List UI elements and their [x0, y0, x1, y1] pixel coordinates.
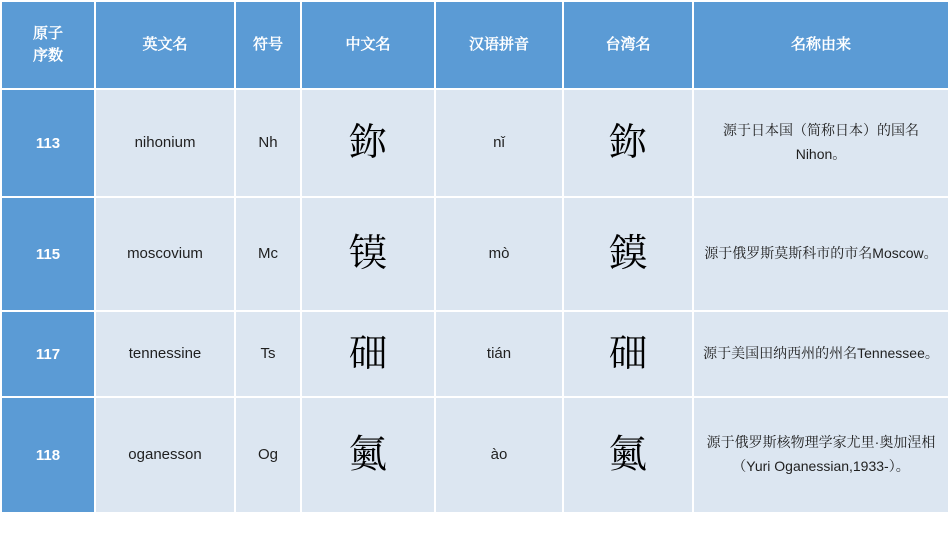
table-body	[1, 89, 948, 513]
column-header-taiwan-name: 台湾名	[563, 1, 693, 89]
cell-symbol: Nh	[235, 89, 301, 197]
cell-english-name: nihonium	[95, 89, 235, 197]
table-row	[1, 197, 948, 311]
cell-symbol: Mc	[235, 197, 301, 311]
column-header-pinyin: 汉语拼音	[435, 1, 563, 89]
cell-taiwan-name: 鏌	[563, 197, 693, 311]
cell-atomic-number: 113	[1, 89, 95, 197]
table-row	[1, 89, 948, 197]
column-header-atomic-number-line1: 原子	[32, 24, 63, 42]
column-header-symbol: 符号	[235, 1, 301, 89]
cell-pinyin: ào	[435, 397, 563, 513]
cell-symbol: Ts	[235, 311, 301, 397]
cell-atomic-number: 117	[1, 311, 95, 397]
table-row	[1, 311, 948, 397]
cell-atomic-number: 115	[1, 197, 95, 311]
cell-taiwan-name: 鉨	[563, 89, 693, 197]
cell-taiwan-name: 鿬	[563, 311, 693, 397]
table-header	[1, 1, 948, 89]
column-header-atomic-number-line2: 序数	[32, 47, 63, 64]
table-row	[1, 397, 948, 513]
cell-chinese-name: 鿬	[301, 311, 435, 397]
cell-english-name: moscovium	[95, 197, 235, 311]
cell-name-origin: 源于日本国（简称日本）的国名Nihon。	[693, 89, 948, 197]
column-header-atomic-number	[1, 1, 95, 89]
table-header-row	[1, 1, 948, 89]
cell-pinyin: tián	[435, 311, 563, 397]
cell-english-name: oganesson	[95, 397, 235, 513]
cell-symbol: Og	[235, 397, 301, 513]
cell-atomic-number: 118	[1, 397, 95, 513]
cell-english-name: tennessine	[95, 311, 235, 397]
cell-name-origin: 源于俄罗斯莫斯科市的市名Moscow。	[693, 197, 948, 311]
column-header-english-name: 英文名	[95, 1, 235, 89]
cell-chinese-name: 鿫	[301, 397, 435, 513]
cell-pinyin: mò	[435, 197, 563, 311]
column-header-chinese-name: 中文名	[301, 1, 435, 89]
cell-name-origin: 源于美国田纳西州的州名Tennessee。	[693, 311, 948, 397]
column-header-name-origin: 名称由来	[693, 1, 948, 89]
cell-taiwan-name: 鿫	[563, 397, 693, 513]
cell-chinese-name: 鉨	[301, 89, 435, 197]
cell-pinyin: nǐ	[435, 89, 563, 197]
cell-name-origin: 源于俄罗斯核物理学家尤里·奥加涅相（Yuri Oganessian,1933-）。	[693, 397, 948, 513]
cell-chinese-name: 镆	[301, 197, 435, 311]
